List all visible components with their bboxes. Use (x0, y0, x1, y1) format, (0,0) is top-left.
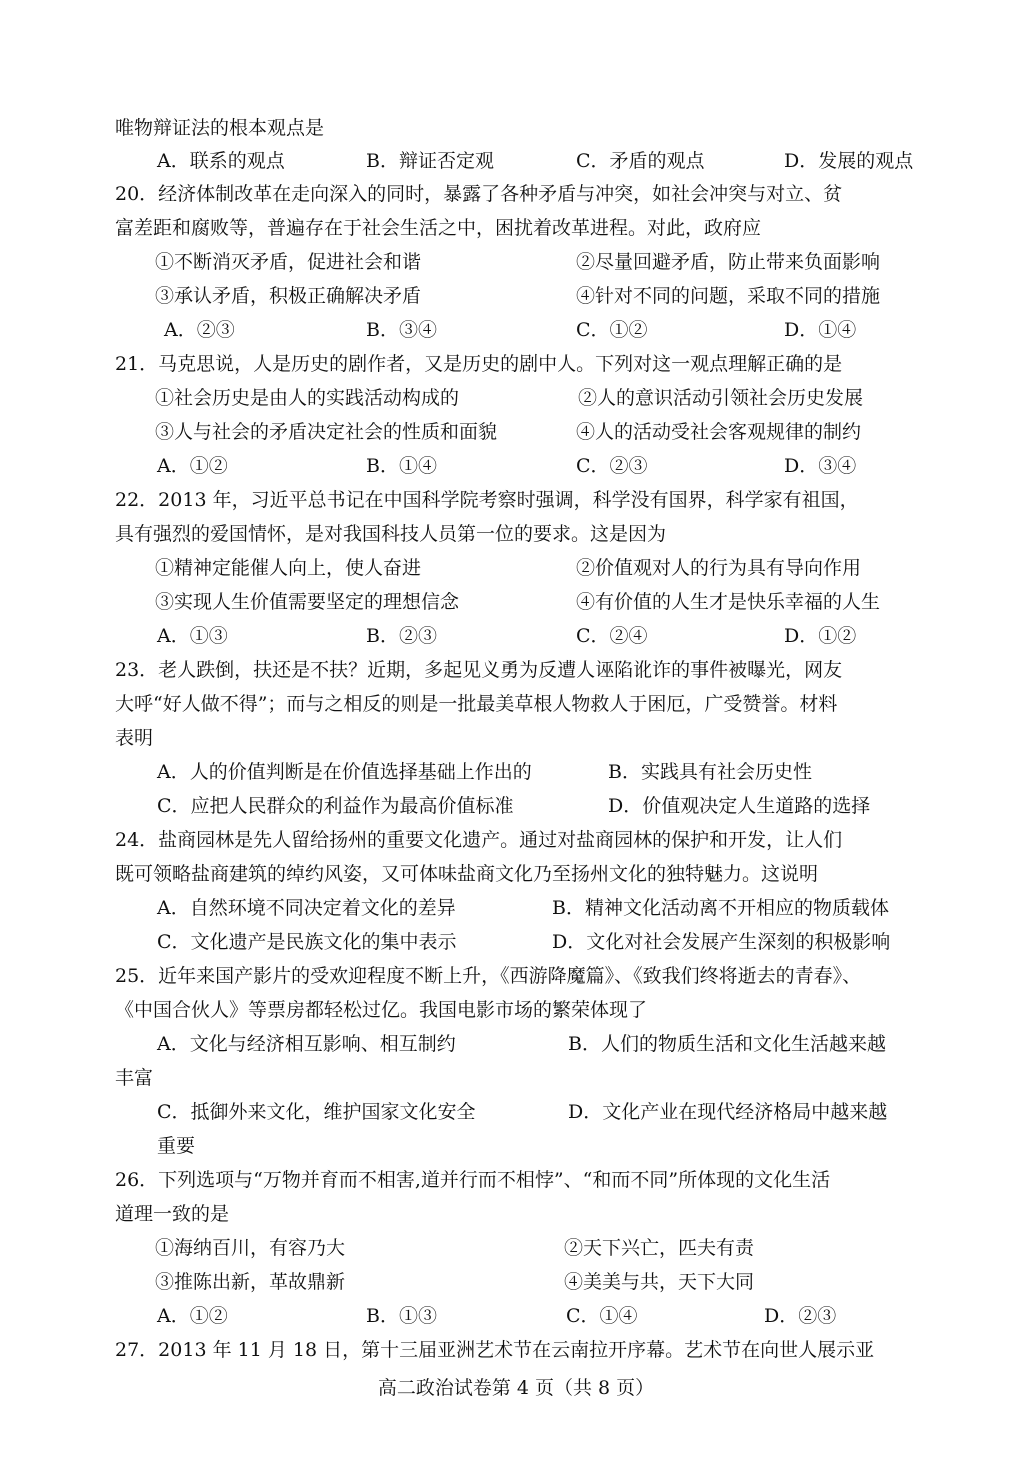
q20-option-c: C．①② (576, 319, 648, 341)
q22-option-d: D．①② (784, 625, 857, 647)
q21-option-c: C．②③ (576, 455, 648, 477)
q25-option-c: C．抵御外来文化，维护国家文化安全 (157, 1101, 476, 1123)
q20-stem-line-1: 20．经济体制改革在走向深入的同时，暴露了各种矛盾与冲突，如社会冲突与对立、贫 (115, 183, 843, 205)
q22-item-3: ③实现人生价值需要坚定的理想信念 (155, 591, 460, 613)
q26-stem-line-2: 道理一致的是 (115, 1203, 230, 1225)
q23-stem-line-2: 大呼“好人做不得”；而与之相反的则是一批最美草根人物救人于困厄，广受赞誉。材料 (115, 693, 838, 715)
q23-option-c: C．应把人民群众的利益作为最高价值标准 (157, 795, 514, 817)
q25-stem-line-2: 《中国合伙人》等票房都轻松过亿。我国电影市场的繁荣体现了 (115, 999, 648, 1021)
q21-option-b: B．①④ (366, 455, 437, 477)
q21-stem: 21．马克思说，人是历史的剧作者，又是历史的剧中人。下列对这一观点理解正确的是 (115, 353, 843, 375)
q23-option-d: D．价值观决定人生道路的选择 (608, 795, 871, 817)
q21-item-3: ③人与社会的矛盾决定社会的性质和面貌 (155, 421, 498, 443)
q22-stem-line-2: 具有强烈的爱国情怀，是对我国科技人员第一位的要求。这是因为 (115, 523, 667, 545)
q19-stem: 唯物辩证法的根本观点是 (115, 117, 325, 139)
q22-option-c: C．②④ (576, 625, 648, 647)
q26-option-d: D．②③ (764, 1305, 837, 1327)
page-footer: 高二政治试卷第 4 页（共 8 页） (377, 1377, 655, 1399)
q24-option-b: B．精神文化活动离不开相应的物质载体 (552, 897, 889, 919)
q21-item-4: ④人的活动受社会客观规律的制约 (576, 421, 862, 443)
q23-option-a: A．人的价值判断是在价值选择基础上作出的 (157, 761, 532, 783)
q19-option-c: C．矛盾的观点 (576, 150, 705, 172)
q19-option-a: A．联系的观点 (157, 150, 285, 172)
q26-item-1: ①海纳百川，有容乃大 (155, 1237, 346, 1259)
q23-stem-line-1: 23．老人跌倒，扶还是不扶？近期，多起见义勇为反遭人诬陷讹诈的事件被曝光，网友 (115, 659, 843, 681)
q24-option-d: D．文化对社会发展产生深刻的积极影响 (552, 931, 891, 953)
q25-option-b: B．人们的物质生活和文化生活越来越 (568, 1033, 886, 1055)
q26-stem-line-1: 26．下列选项与“万物并育而不相害,道并行而不相悖”、“和而不同”所体现的文化生活 (115, 1169, 831, 1191)
q19-option-d: D．发展的观点 (784, 150, 914, 172)
q27-stem-line-1: 27．2013 年 11 月 18 日，第十三届亚洲艺术节在云南拉开序幕。艺术节在向世人展示亚 (115, 1339, 875, 1361)
q20-item-2: ②尽量回避矛盾，防止带来负面影响 (576, 251, 881, 273)
q19-option-b: B．辩证否定观 (366, 150, 494, 172)
q22-option-b: B．②③ (366, 625, 437, 647)
q25-stem-line-1: 25．近年来国产影片的受欢迎程度不断上升，《西游降魔篇》、《致我们终将逝去的青春》、 (115, 965, 862, 987)
q25-option-d-cont: 重要 (157, 1135, 196, 1157)
q24-stem-line-1: 24．盐商园林是先人留给扬州的重要文化遗产。通过对盐商园林的保护和开发，让人们 (115, 829, 843, 851)
q20-item-1: ①不断消灭矛盾，促进社会和谐 (155, 251, 422, 273)
q20-option-d: D．①④ (784, 319, 857, 341)
q22-item-1: ①精神定能催人向上，使人奋进 (155, 557, 422, 579)
q25-option-b-cont: 丰富 (115, 1067, 154, 1089)
q22-option-a: A．①③ (157, 625, 228, 647)
q21-option-a: A．①② (157, 455, 228, 477)
q20-item-4: ④针对不同的问题，采取不同的措施 (576, 285, 881, 307)
q24-option-c: C．文化遗产是民族文化的集中表示 (157, 931, 457, 953)
q21-item-2: ②人的意识活动引领社会历史发展 (578, 387, 864, 409)
q23-option-b: B．实践具有社会历史性 (608, 761, 812, 783)
q22-item-2: ②价值观对人的行为具有导向作用 (576, 557, 862, 579)
q20-item-3: ③承认矛盾，积极正确解决矛盾 (155, 285, 422, 307)
q22-stem-line-1: 22．2013 年，习近平总书记在中国科学院考察时强调，科学没有国界，科学家有祖国， (115, 489, 859, 511)
q25-option-d: D．文化产业在现代经济格局中越来越 (568, 1101, 888, 1123)
q24-stem-line-2: 既可领略盐商建筑的绰约风姿，又可体味盐商文化乃至扬州文化的独特魅力。这说明 (115, 863, 819, 885)
q26-item-4: ④美美与共，天下大同 (564, 1271, 755, 1293)
q26-item-3: ③推陈出新，革故鼎新 (155, 1271, 346, 1293)
q23-stem-line-3: 表明 (115, 727, 154, 749)
q26-item-2: ②天下兴亡，匹夫有责 (564, 1237, 755, 1259)
q22-item-4: ④有价值的人生才是快乐幸福的人生 (576, 591, 881, 613)
q26-option-b: B．①③ (366, 1305, 437, 1327)
q21-option-d: D．③④ (784, 455, 857, 477)
q20-stem-line-2: 富差距和腐败等，普遍存在于社会生活之中，困扰着改革进程。对此，政府应 (115, 217, 762, 239)
q20-option-b: B．③④ (366, 319, 437, 341)
q26-option-c: C．①④ (566, 1305, 638, 1327)
q26-option-a: A．①② (157, 1305, 228, 1327)
q21-item-1: ①社会历史是由人的实践活动构成的 (155, 387, 460, 409)
q24-option-a: A．自然环境不同决定着文化的差异 (157, 897, 456, 919)
q20-option-a: A．②③ (164, 319, 235, 341)
q25-option-a: A．文化与经济相互影响、相互制约 (157, 1033, 456, 1055)
